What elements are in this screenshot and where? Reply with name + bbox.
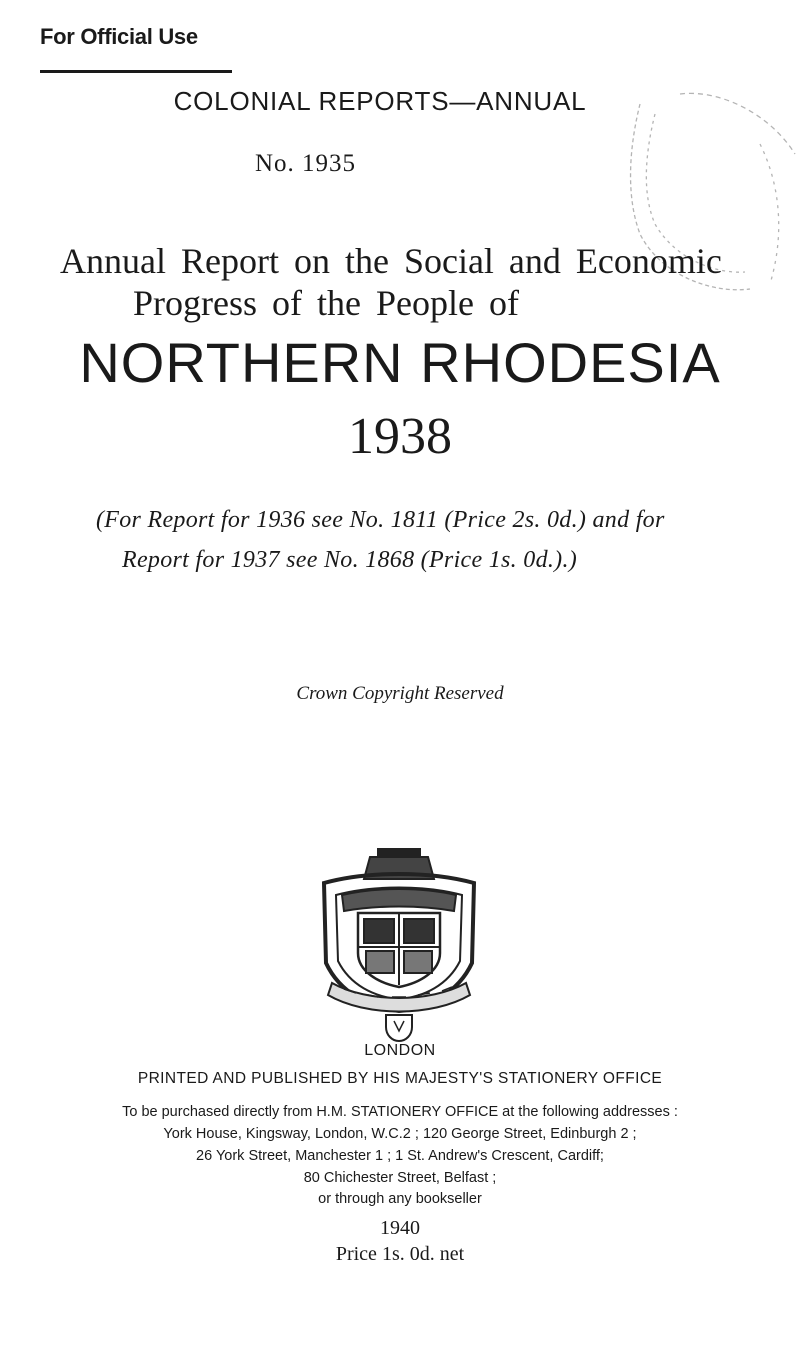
imprint-address-line: 80 Chichester Street, Belfast ; bbox=[303, 1170, 497, 1186]
report-number: No. 1935 bbox=[255, 150, 357, 177]
previous-reports-line1: (For Report for 1936 see No. 1811 (Price 2s. 0d.) and for bbox=[96, 507, 665, 533]
imprint-address-line: or through any bookseller bbox=[318, 1191, 482, 1207]
imprint-publisher: PRINTED AND PUBLISHED BY HIS MAJESTY'S STATIONERY OFFICE bbox=[137, 1070, 663, 1087]
country-heading: NORTHERN RHODESIA bbox=[79, 331, 721, 394]
report-year: 1938 bbox=[348, 408, 452, 465]
imprint-address-line: To be purchased directly from H.M. STATIONERY OFFICE at the following addresses : bbox=[122, 1104, 678, 1120]
imprint-address-line: 26 York Street, Manchester 1 ; 1 St. Andrew's Crescent, Cardiff; bbox=[196, 1148, 604, 1164]
report-title-line1: Annual Report on the Social and Economic bbox=[60, 241, 722, 281]
classification-underline bbox=[40, 70, 232, 73]
royal-coat-of-arms-icon bbox=[308, 843, 490, 1043]
publication-year: 1940 bbox=[380, 1217, 420, 1239]
copyright-notice: Crown Copyright Reserved bbox=[296, 683, 504, 704]
imprint-address-line: York House, Kingsway, London, W.C.2 ; 120 George Street, Edinburgh 2 ; bbox=[163, 1126, 637, 1142]
report-title-line2: Progress of the People of bbox=[133, 283, 519, 323]
price-label: Price 1s. 0d. net bbox=[335, 1243, 465, 1265]
series-title-text: COLONIAL REPORTS—ANNUAL bbox=[173, 86, 587, 116]
previous-reports-line2: Report for 1937 see No. 1868 (Price 1s. 0d.).) bbox=[122, 547, 578, 573]
classification-label: For Official Use bbox=[40, 24, 198, 49]
imprint-city: LONDON bbox=[364, 1042, 436, 1059]
